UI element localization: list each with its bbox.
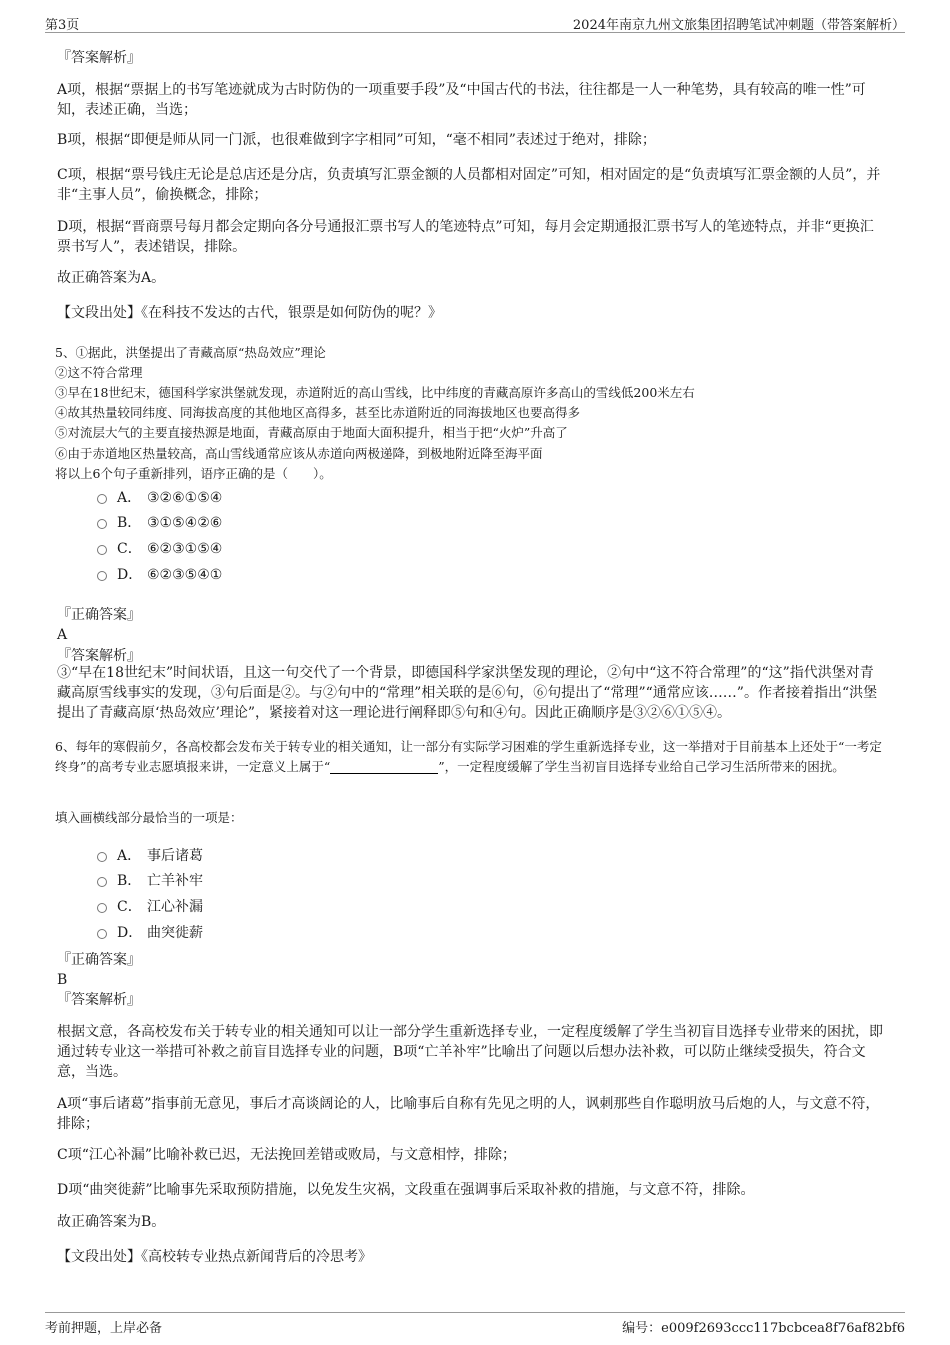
q4-analysis-b: B项，根据“即便是师从同一门派，也很难做到字字相同”可知，“毫不相同”表述过于绝对，排除；: [57, 132, 656, 148]
q6-analysis-p4: D项“曲突徙薪”比喻事先采取预防措施，以免发生灾祸，文段重在强调事后采取补救的措施，与文意不符，排除。: [57, 1182, 755, 1198]
q4-source: 【文段出处】《在科技不发达的古代，银票是如何防伪的呢？》: [57, 305, 442, 321]
q5-line-1: 5、①据此，洪堡提出了青藏高原“热岛效应”理论: [55, 345, 326, 360]
q6-conclusion: 故正确答案为B。: [57, 1214, 166, 1230]
q5-option-a[interactable]: A． ③②⑥①⑤④: [97, 488, 222, 508]
radio-icon[interactable]: [97, 903, 107, 913]
q5-line-4: ④故其热量较同纬度、同海拔高度的其他地区高得多，甚至比赤道附近的同海拔地区也要高得多: [55, 405, 581, 420]
radio-icon[interactable]: [97, 571, 107, 581]
q5-line-6: ⑥由于赤道地区热量较高，高山雪线通常应该从赤道向两极递降，到极地附近降至海平面: [55, 446, 543, 461]
document-id: 编号：e009f2693ccc117bcbcea8f76af82bf6: [622, 1321, 905, 1336]
q5-analysis-title: 『答案解析』: [57, 648, 141, 664]
q6-prompt: 填入画横线部分最恰当的一项是：: [55, 810, 243, 825]
q4-analysis-c: C项，根据“票号钱庄无论是总店还是分店，负责填写汇票金额的人员都相对固定”可知，相对固定的是“负责填写汇票金额的人员”，并非“主事人员”，偷换概念，排除；: [57, 167, 881, 203]
q6-stem: 6、每年的寒假前夕，各高校都会发布关于转专业的相关通知，让一部分有实际学习困难的学生重新选择专业，这一举措对于目前基本上还处于“一考定终身”的高考专业志愿填报来讲，一定意义上属于“ ”，一定程度缓解了学生当初盲目选择专业给自己学习生活所带来的困扰。: [55, 739, 882, 774]
q6-option-d[interactable]: D． 曲突徙薪: [97, 923, 203, 943]
q5-analysis: ③“早在18世纪末”时间状语，且这一句交代了一个背景，即德国科学家洪堡发现的理论，②句中“这不符合常理”的“这”指代洪堡对青藏高原雪线事实的发现，③句后面是②。与②句中的“常理”相关联的是⑥句，⑥句提出了“常理”“通常应该……”。作者接着指出“洪堡提出了青藏高原‘热岛效应’理论”，紧接着对这一理论进行阐释即⑤句和④句。因此正确顺序是③②⑥①⑤④。: [57, 665, 878, 721]
page-footer: [45, 1312, 905, 1337]
q5-answer: A: [57, 627, 68, 643]
q4-analysis-title: 『答案解析』: [57, 50, 141, 66]
q6-option-b[interactable]: B． 亡羊补牢: [97, 871, 203, 891]
q5-line-5: ⑤对流层大气的主要直接热源是地面，青藏高原由于地面大面积提升，相当于把“火炉”升高了: [55, 425, 568, 440]
page-header: [45, 10, 905, 33]
page-number: 第3页: [45, 18, 80, 33]
document-title: 2024年南京九州文旅集团招聘笔试冲刺题（带答案解析）: [572, 18, 905, 33]
q4-analysis-a: A项，根据“票据上的书写笔迹就成为古时防伪的一项重要手段”及“中国古代的书法，往往都是一人一种笔势，具有较高的唯一性”可知，表述正确，当选；: [57, 82, 866, 118]
q4-analysis-d: D项，根据“晋商票号每月都会定期向各分号通报汇票书写人的笔迹特点”可知，每月会定期通报汇票书写人的笔迹特点，并非“更换汇票书写人”，表述错误，排除。: [57, 219, 874, 255]
radio-icon[interactable]: [97, 877, 107, 887]
footer-slogan: 考前押题，上岸必备: [45, 1321, 163, 1336]
q6-analysis-title: 『答案解析』: [57, 992, 141, 1008]
radio-icon[interactable]: [97, 519, 107, 529]
q5-answer-title: 『正确答案』: [57, 607, 141, 623]
q6-answer-title: 『正确答案』: [57, 952, 141, 968]
radio-icon[interactable]: [97, 494, 107, 504]
q5-line-2: ②这不符合常理: [55, 365, 143, 380]
radio-icon[interactable]: [97, 545, 107, 555]
q5-option-b[interactable]: B． ③①⑤④②⑥: [97, 513, 222, 533]
answer-blank: [330, 760, 438, 774]
q6-option-a[interactable]: A． 事后诸葛: [97, 846, 203, 866]
q6-analysis-p3: C项“江心补漏”比喻补救已迟，无法挽回差错或败局，与文意相悖，排除；: [57, 1147, 517, 1163]
q6-analysis-p2: A项“事后诸葛”指事前无意见，事后才高谈阔论的人，比喻事后自称有先见之明的人，讽刺那些自作聪明放马后炮的人，与文意不符，排除；: [57, 1096, 880, 1132]
q6-option-c[interactable]: C． 江心补漏: [97, 897, 203, 917]
q5-prompt: 将以上6个句子重新排列，语序正确的是（ ）。: [55, 466, 332, 481]
q6-answer: B: [57, 972, 68, 988]
q6-analysis-p1: 根据文意，各高校发布关于转专业的相关通知可以让一部分学生重新选择专业，一定程度缓解了学生当初盲目选择专业带来的困扰，即通过转专业这一举措可补救之前盲目选择专业的问题，B项“亡羊补牢”比喻出了问题以后想办法补救，可以防止继续受损失，符合文意，当选。: [57, 1024, 883, 1080]
q5-option-d[interactable]: D． ⑥②③⑤④①: [97, 565, 222, 585]
q5-option-c[interactable]: C． ⑥②③①⑤④: [97, 539, 222, 559]
radio-icon[interactable]: [97, 852, 107, 862]
q5-line-3: ③早在18世纪末，德国科学家洪堡就发现，赤道附近的高山雪线，比中纬度的青藏高原许多高山的雪线低200米左右: [55, 385, 695, 400]
q4-conclusion: 故正确答案为A。: [57, 270, 166, 286]
radio-icon[interactable]: [97, 929, 107, 939]
q6-source: 【文段出处】《高校转专业热点新闻背后的冷思考》: [57, 1249, 372, 1265]
